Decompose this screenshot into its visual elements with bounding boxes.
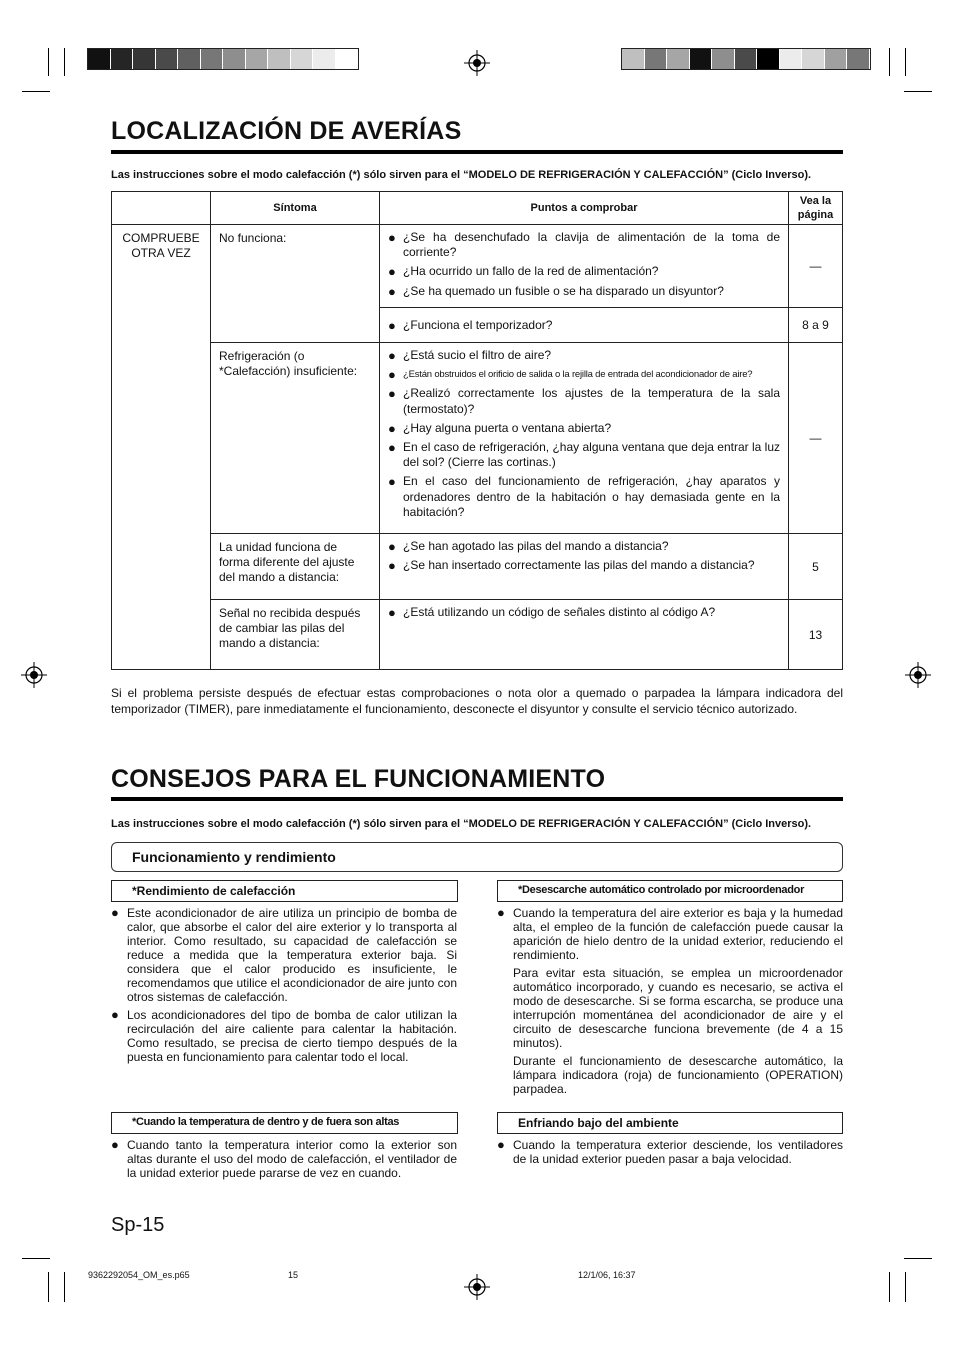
table-row xyxy=(112,225,843,308)
checks-cell xyxy=(380,600,789,670)
color-swatch xyxy=(291,49,314,69)
check-item: ● ¿Está sucio el filtro de aire? xyxy=(388,348,552,363)
high-temperature-heading: *Cuando la temperatura de dentro y de fuera son altas xyxy=(111,1112,458,1134)
check-item: ● ¿Se han agotado las pilas del mando a distancia? xyxy=(388,539,669,554)
list-item: ● Los acondicionadores del tipo de bomba de calor utilizan la recirculación del aire caliente para calentar la habitación. Como resultado, se precisa de cierto tiempo después de la puesta en funcionamiento para calentar todo el local. xyxy=(111,1007,457,1064)
category-cell: COMPRUEBE OTRA VEZ xyxy=(112,225,211,670)
check-item: ● ¿Funciona el temporizador? xyxy=(388,318,553,334)
color-swatch xyxy=(133,49,156,69)
table-row xyxy=(112,534,843,600)
bullet-icon: ● xyxy=(388,348,396,363)
troubleshooting-title: LOCALIZACIÓN DE AVERÍAS xyxy=(111,117,462,145)
bullet-icon: ● xyxy=(388,420,396,436)
check-item: ● ¿Se ha desenchufado la clavija de alimentación de la toma de corriente? xyxy=(388,230,780,260)
color-swatch xyxy=(645,49,668,69)
color-bar-right xyxy=(621,48,871,70)
auto-defrost-text xyxy=(497,906,843,1100)
bullet-icon: ● xyxy=(388,474,396,490)
check-item: ● En el caso de refrigeración, ¿hay alguna ventana que deja entrar la luz del sol? (Cierre las cortinas.) xyxy=(388,440,780,470)
low-cooling-heading: Enfriando bajo del ambiente xyxy=(497,1112,843,1134)
checks-cell xyxy=(380,308,789,343)
bullet-icon: ● xyxy=(497,905,505,920)
footer-filename: 9362292054_OM_es.p65 xyxy=(88,1270,190,1280)
color-swatch xyxy=(246,49,269,69)
page-ref-cell: — xyxy=(789,225,843,308)
footer-date: 12/1/06, 16:37 xyxy=(578,1270,636,1280)
symptom-cell: No funciona: xyxy=(211,225,380,343)
auto-defrost-heading: *Desescarche automático controlado por microordenador xyxy=(497,880,843,902)
table-header-symptom: Síntoma xyxy=(211,192,380,225)
color-swatch xyxy=(667,49,690,69)
color-swatch xyxy=(847,49,870,69)
bullet-icon: ● xyxy=(497,1137,505,1152)
bullet-icon: ● xyxy=(388,367,396,383)
heating-performance-heading: *Rendimiento de calefacción xyxy=(111,880,458,902)
color-swatch xyxy=(735,49,758,69)
color-swatch xyxy=(757,49,780,69)
table-header-row xyxy=(112,192,843,225)
color-swatch xyxy=(336,49,359,69)
registration-mark-icon xyxy=(464,1274,490,1300)
check-item: ● En el caso del funcionamiento de refrigeración, ¿hay aparatos y ordenadores dentro de la habitación o hay demasiada gente en la habitación? xyxy=(388,474,780,519)
bullet-icon: ● xyxy=(111,905,119,920)
symptom-cell: La unidad funciona de forma diferente del ajuste del mando a distancia: xyxy=(211,534,380,600)
color-swatch xyxy=(802,49,825,69)
section-heading: Funcionamiento y rendimiento xyxy=(132,849,336,865)
paragraph: Para evitar esta situación, se emplea un microordenador automático incorporado, y cuando es necesario, se activa el modo de desescarche. Si se forma escarcha, se produce una interrupción momentánea del acondicionador de aire y el circuito de desescarche funciona brevemente (de 4 a 15 minutos). xyxy=(513,966,843,1050)
footer-page: 15 xyxy=(288,1270,299,1280)
troubleshooting-table xyxy=(111,191,843,670)
check-item: ● ¿Realizó correctamente los ajustes de la temperatura de la sala (termostato)? xyxy=(388,386,780,416)
page-ref-cell: — xyxy=(789,343,843,534)
symptom-cell: Señal no recibida después de cambiar las pilas del mando a distancia: xyxy=(211,600,380,670)
color-swatch xyxy=(690,49,713,69)
list-item: ● Este acondicionador de aire utiliza un principio de bomba de calor, que absorbe el calor del aire exterior y lo transporta al interior. Como resultado, su capacidad de calefacción se reduce a medida que la temperatura exterior baja. Si considera que el calor producido es insuficiente, le recomendamos que utilice el acondicionador de aire junto con otros sistemas de calefacción. xyxy=(111,905,457,1004)
bullet-icon: ● xyxy=(388,230,396,245)
table-header-page: Vea la página xyxy=(789,192,843,225)
page-ref-cell: 8 a 9 xyxy=(789,308,843,343)
tips-title: CONSEJOS PARA EL FUNCIONAMIENTO xyxy=(111,765,606,793)
color-swatch xyxy=(201,49,224,69)
registration-mark-icon xyxy=(21,662,47,688)
check-item: ● ¿Está utilizando un código de señales distinto al código A? xyxy=(388,605,716,620)
color-swatch xyxy=(223,49,246,69)
heating-performance-text xyxy=(111,906,457,1068)
low-cooling-text xyxy=(497,1138,843,1170)
registration-mark-icon xyxy=(464,50,490,76)
title-rule xyxy=(111,797,843,801)
color-swatch xyxy=(268,49,291,69)
check-item: ● ¿Se han insertado correctamente las pilas del mando a distancia? xyxy=(388,558,755,574)
color-swatch xyxy=(88,49,111,69)
bullet-icon: ● xyxy=(111,1007,119,1022)
color-swatch xyxy=(825,49,848,69)
bullet-icon: ● xyxy=(388,264,396,280)
table-row xyxy=(112,343,843,534)
bullet-icon: ● xyxy=(388,558,396,574)
color-swatch xyxy=(111,49,134,69)
persisting-problem-text: Si el problema persiste después de efectuar estas comprobaciones o nota olor a quemado o parpadea la lámpara indicadora del temporizador (TIMER), pare inmediatamente el funcionamiento, desconecte el disyuntor y consulte el servicio técnico autorizado. xyxy=(111,686,843,716)
checks-cell xyxy=(380,225,789,308)
heating-mode-note: Las instrucciones sobre el modo calefacción (*) sólo sirven para el “MODELO DE REFRIGERACIÓN Y CALEFACCIÓN” (Ciclo Inverso). xyxy=(111,169,812,181)
page-number: Sp-15 xyxy=(111,1214,165,1236)
registration-mark-icon xyxy=(905,662,931,688)
paragraph: Durante el funcionamiento de desescarche automático, la lámpara indicadora (roja) de funcionamiento (OPERATION) parpadea. xyxy=(513,1054,843,1096)
bullet-icon: ● xyxy=(388,605,396,620)
bullet-icon: ● xyxy=(388,440,396,456)
symptom-cell: Refrigeración (o *Calefacción) insuficiente: xyxy=(211,343,380,534)
color-swatch xyxy=(313,49,336,69)
color-swatch xyxy=(622,49,645,69)
color-swatch xyxy=(156,49,179,69)
table-header-blank xyxy=(112,192,211,225)
table-row xyxy=(112,600,843,670)
bullet-icon: ● xyxy=(388,318,396,334)
bullet-icon: ● xyxy=(388,386,396,402)
list-item: ● Cuando la temperatura del aire exterior es baja y la humedad alta, el empleo de la función de calefacción puede causar la aparición de hielo dentro de la unidad exterior, reduciendo el rendimiento. xyxy=(497,905,843,962)
bullet-icon: ● xyxy=(388,539,396,554)
heating-mode-note: Las instrucciones sobre el modo calefacción (*) sólo sirven para el “MODELO DE REFRIGERACIÓN Y CALEFACCIÓN” (Ciclo Inverso). xyxy=(111,818,812,830)
color-swatch xyxy=(780,49,803,69)
check-item: ● ¿Ha ocurrido un fallo de la red de alimentación? xyxy=(388,264,659,280)
checks-cell xyxy=(380,534,789,600)
list-item: ● Cuando la temperatura exterior desciende, los ventiladores de la unidad exterior pueden pasar a baja velocidad. xyxy=(497,1137,843,1166)
color-swatch xyxy=(178,49,201,69)
check-item: ● ¿Están obstruidos el orificio de salida o la rejilla de entrada del acondicionador de aire? xyxy=(388,367,753,383)
check-item: ● ¿Hay alguna puerta o ventana abierta? xyxy=(388,420,612,436)
list-item: ● Cuando tanto la temperatura interior como la exterior son altas durante el uso del modo de calefacción, el ventilador de la unidad exterior puede pararse de vez en cuando. xyxy=(111,1137,457,1180)
section-heading-box xyxy=(111,842,843,872)
bullet-icon: ● xyxy=(111,1137,119,1152)
bullet-icon: ● xyxy=(388,283,396,299)
page-ref-cell: 5 xyxy=(789,534,843,600)
color-swatch xyxy=(712,49,735,69)
table-header-checks: Puntos a comprobar xyxy=(380,192,789,225)
color-bar-left xyxy=(87,48,359,70)
checks-cell xyxy=(380,343,789,534)
check-item: ● ¿Se ha quemado un fusible o se ha disparado un disyuntor? xyxy=(388,283,724,299)
page-ref-cell: 13 xyxy=(789,600,843,670)
title-rule xyxy=(111,150,843,154)
high-temperature-text xyxy=(111,1138,457,1184)
